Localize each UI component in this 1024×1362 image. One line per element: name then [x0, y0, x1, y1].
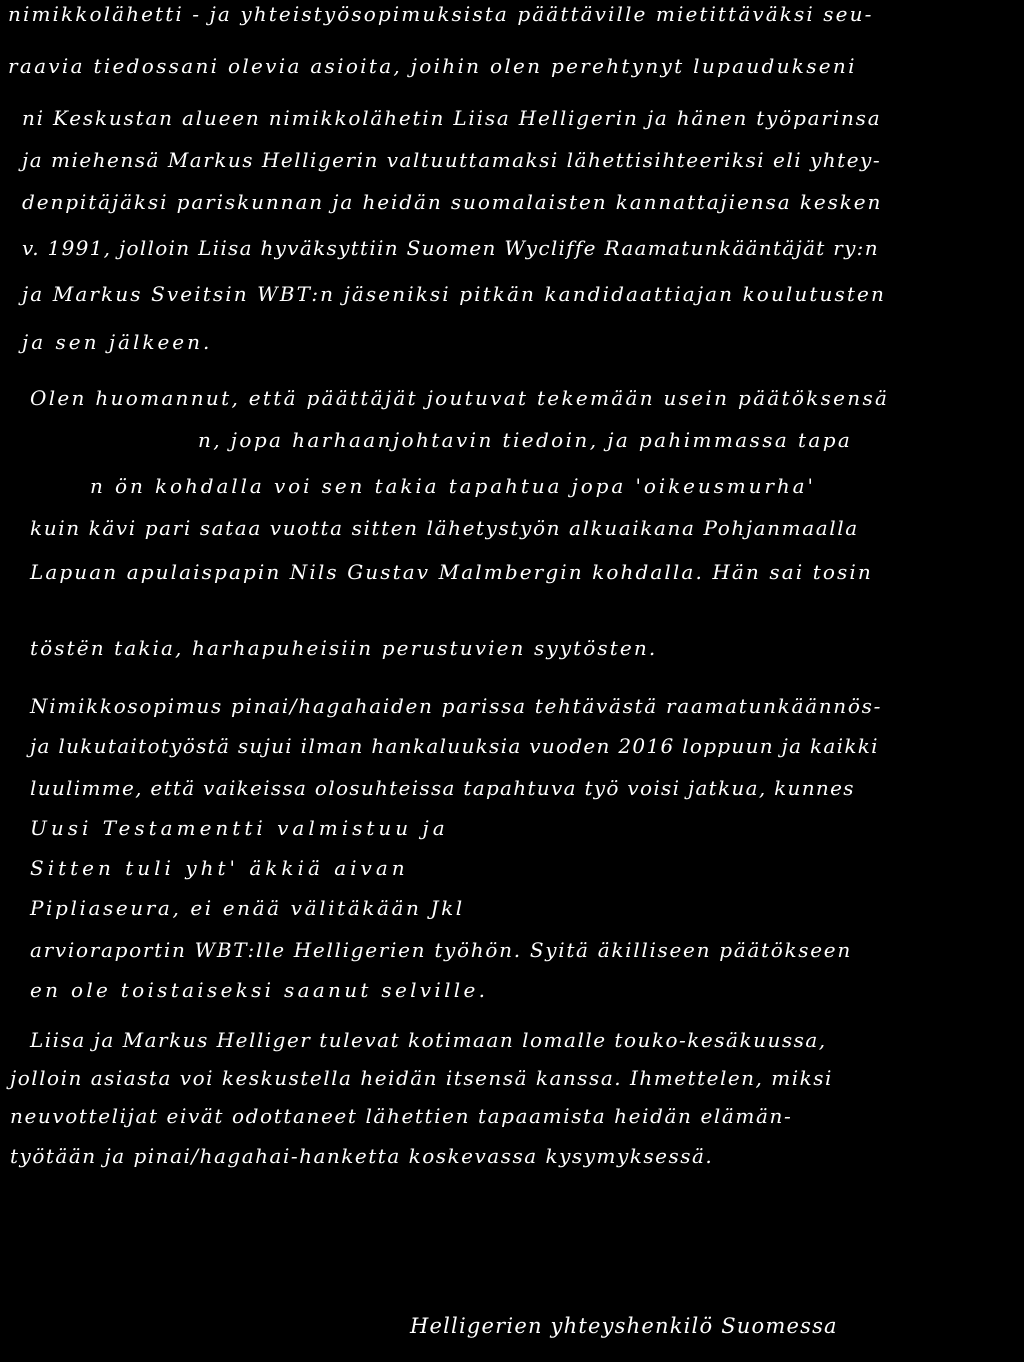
signature: Helligerien yhteyshenkilö Suomessa: [410, 1314, 838, 1338]
text-line: ja miehensä Markus Helligerin valtuuttamaksi lähettisihteeriksi eli yhtey-: [22, 148, 882, 172]
text-line: ja sen jälkeen.: [22, 330, 213, 354]
text-line: ja lukutaitotyöstä sujui ilman hankaluuksia vuoden 2016 loppuun ja kaikki: [30, 734, 879, 758]
text-line: töstën takia, harhapuheisiin perustuvien syytösten.: [30, 636, 658, 660]
text-line: ni Keskustan alueen nimikkolähetin Liisa Helligerin ja hänen työparinsa: [22, 106, 882, 130]
text-line: n, jopa harhaanjohtavin tiedoin, ja pahimmassa tapa: [198, 428, 853, 452]
text-line: Liisa ja Markus Helliger tulevat kotimaan lomalle touko-kesäkuussa,: [30, 1028, 827, 1052]
text-line: Sitten tuli yht' äkkiä aivan: [30, 856, 409, 880]
text-line: arvioraportin WBT:lle Helligerien työhön. Syitä äkilliseen päätökseen: [30, 938, 852, 962]
text-line: jolloin asiasta voi keskustella heidän itsensä kanssa. Ihmettelen, miksi: [10, 1066, 833, 1090]
text-line: kuin kävi pari sataa vuotta sitten lähetystyön alkuaikana Pohjanmaalla: [30, 516, 859, 540]
text-line: n ön kohdalla voi sen takia tapahtua jopa 'oikeusmurha': [90, 474, 816, 498]
text-line: ja Markus Sveitsin WBT:n jäseniksi pitkän kandidaattiajan koulutusten: [22, 282, 886, 306]
text-line: nimikkolähetti - ja yhteistyösopimuksista päättäville mietittäväksi seu-: [8, 2, 874, 26]
text-line: Pipliaseura, ei enää välitäkään Jkl: [30, 896, 465, 920]
text-line: Uusi Testamentti valmistuu ja: [30, 816, 449, 840]
text-line: Olen huomannut, että päättäjät joutuvat tekemään usein päätöksensä: [30, 386, 890, 410]
text-line: denpitäjäksi pariskunnan ja heidän suomalaisten kannattajiensa kesken: [22, 190, 883, 214]
text-line: Lapuan apulaispapin Nils Gustav Malmbergin kohdalla. Hän sai tosin: [30, 560, 873, 584]
text-line: neuvottelijat eivät odottaneet lähettien tapaamista heidän elämän-: [10, 1104, 793, 1128]
text-line: luulimme, että vaikeissa olosuhteissa tapahtuva työ voisi jatkua, kunnes: [30, 776, 855, 800]
text-line: Nimikkosopimus pinai/hagahaiden parissa tehtävästä raamatunkäännös-: [30, 694, 883, 718]
text-line: v. 1991, jolloin Liisa hyväksyttiin Suomen Wycliffe Raamatunkääntäjät ry:n: [22, 236, 879, 260]
text-line: raavia tiedossani olevia asioita, joihin olen perehtynyt lupaudukseni: [8, 54, 857, 78]
text-line: työtään ja pinai/hagahai-hanketta koskevassa kysymyksessä.: [10, 1144, 714, 1168]
text-line: en ole toistaiseksi saanut selville.: [30, 978, 489, 1002]
